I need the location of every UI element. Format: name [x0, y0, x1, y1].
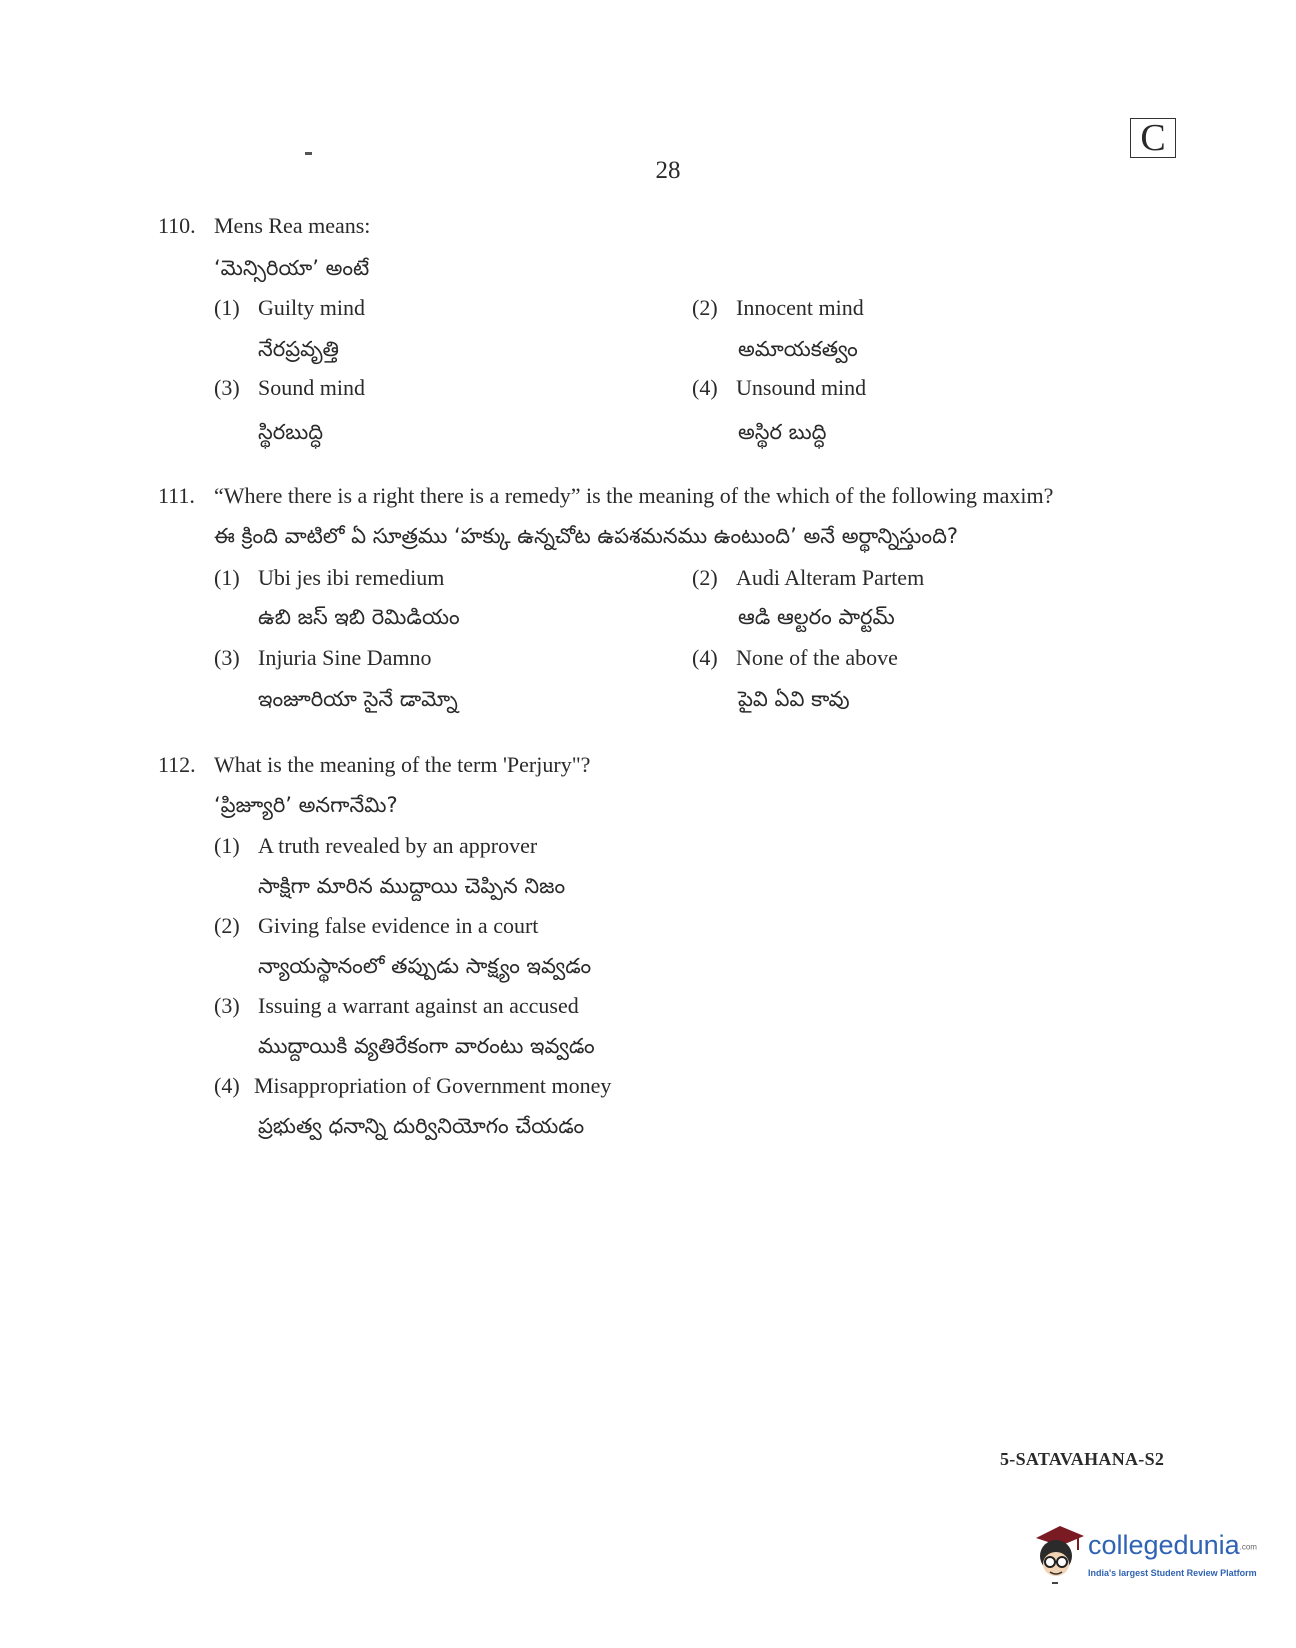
- logo-brand: collegedunia: [1088, 1530, 1240, 1560]
- logo-suffix: .com: [1239, 1542, 1257, 1552]
- option-number: (4): [692, 375, 718, 400]
- option-3: [214, 645, 432, 671]
- option-3: [214, 993, 579, 1019]
- option-2: [214, 913, 538, 939]
- option-1: [214, 295, 365, 321]
- scan-mark: [305, 152, 312, 155]
- option-number: (4): [692, 645, 718, 670]
- page-number: 28: [655, 157, 681, 184]
- option-3-telugu: ఇంజూరియా సైనే డామ్నో: [258, 687, 458, 711]
- option-number: (1): [214, 833, 240, 858]
- option-number: (2): [692, 565, 718, 590]
- option-text-english: Innocent mind: [736, 295, 864, 320]
- option-text-english: Misappropriation of Government money: [254, 1073, 612, 1098]
- question-text-telugu: ‘మెన్సిరియా’ అంటే: [214, 256, 370, 280]
- option-1-telugu: సాక్షిగా మారిన ముద్దాయి చెప్పిన నిజం: [258, 874, 566, 898]
- mascot-icon: [1030, 1520, 1084, 1590]
- option-1-telugu: నేరప్రవృత్తి: [258, 337, 339, 361]
- question-number: 110.: [158, 213, 196, 238]
- option-text-english: Issuing a warrant against an accused: [258, 993, 579, 1018]
- option-number: (3): [214, 645, 240, 670]
- option-number: (1): [214, 295, 240, 320]
- option-text-english: A truth revealed by an approver: [258, 833, 538, 858]
- option-4: [692, 375, 866, 401]
- question-text-telugu: ‘ప్రిజ్యూరి’ అనగానేమి?: [214, 793, 398, 817]
- question-text-english: What is the meaning of the term 'Perjury"?: [214, 752, 591, 777]
- question-number: 111.: [158, 483, 195, 508]
- paper-code: 5-SATAVAHANA-S2: [1000, 1449, 1165, 1469]
- option-3-telugu: ముద్దాయికి వ్యతిరేకంగా వారంటు ఇవ్వడం: [258, 1034, 595, 1058]
- option-number: (2): [692, 295, 718, 320]
- option-4-telugu: పైవి ఏవి కావు: [738, 687, 850, 711]
- question-number: 112.: [158, 752, 196, 777]
- question-text-telugu: ఈ క్రింది వాటిలో ఏ సూత్రము ‘హక్కు ఉన్నచోట ఉపశమనము ఉంటుంది’ అనే అర్థాన్నిస్తుంది?: [214, 524, 959, 548]
- option-text-english: None of the above: [736, 645, 898, 670]
- option-4: [692, 645, 898, 671]
- option-number: (1): [214, 565, 240, 590]
- question-text-english: Mens Rea means:: [214, 213, 371, 238]
- option-text-english: Sound mind: [258, 375, 365, 400]
- logo-wordmark: [1088, 1530, 1257, 1561]
- option-text-english: Unsound mind: [736, 375, 867, 400]
- option-4-telugu: ప్రభుత్వ ధనాన్ని దుర్వినియోగం చేయడం: [258, 1114, 585, 1138]
- option-1-telugu: ఉబి జస్ ఇబి రెమిడియం: [258, 605, 460, 629]
- question-set-code: C: [1130, 118, 1176, 158]
- option-2-telugu: న్యాయస్థానంలో తప్పుడు సాక్ష్యం ఇవ్వడం: [258, 954, 592, 978]
- option-text-english: Giving false evidence in a court: [258, 913, 539, 938]
- option-2: [692, 295, 864, 321]
- option-2-telugu: అమాయకత్వం: [738, 337, 858, 361]
- option-2-telugu: ఆడి ఆల్టరం పార్టమ్: [738, 605, 895, 629]
- question-text-english: “Where there is a right there is a remedy” is the meaning of the which of the following maxim?: [214, 483, 1054, 508]
- option-number: (3): [214, 993, 240, 1018]
- option-4: [214, 1073, 611, 1099]
- option-text-english: Audi Alteram Partem: [736, 565, 925, 590]
- option-number: (4): [214, 1073, 240, 1098]
- option-text-english: Injuria Sine Damno: [258, 645, 432, 670]
- option-2: [692, 565, 924, 591]
- option-number: (2): [214, 913, 240, 938]
- option-3: [214, 375, 365, 401]
- option-text-english: Ubi jes ibi remedium: [258, 565, 445, 590]
- option-1: [214, 833, 537, 859]
- logo-tagline: India's largest Student Review Platform: [1088, 1568, 1257, 1578]
- option-number: (3): [214, 375, 240, 400]
- option-1: [214, 565, 444, 591]
- option-3-telugu: స్థిరబుద్ధి: [258, 420, 324, 444]
- option-4-telugu: అస్థిర బుద్ధి: [738, 420, 827, 444]
- option-text-english: Guilty mind: [258, 295, 365, 320]
